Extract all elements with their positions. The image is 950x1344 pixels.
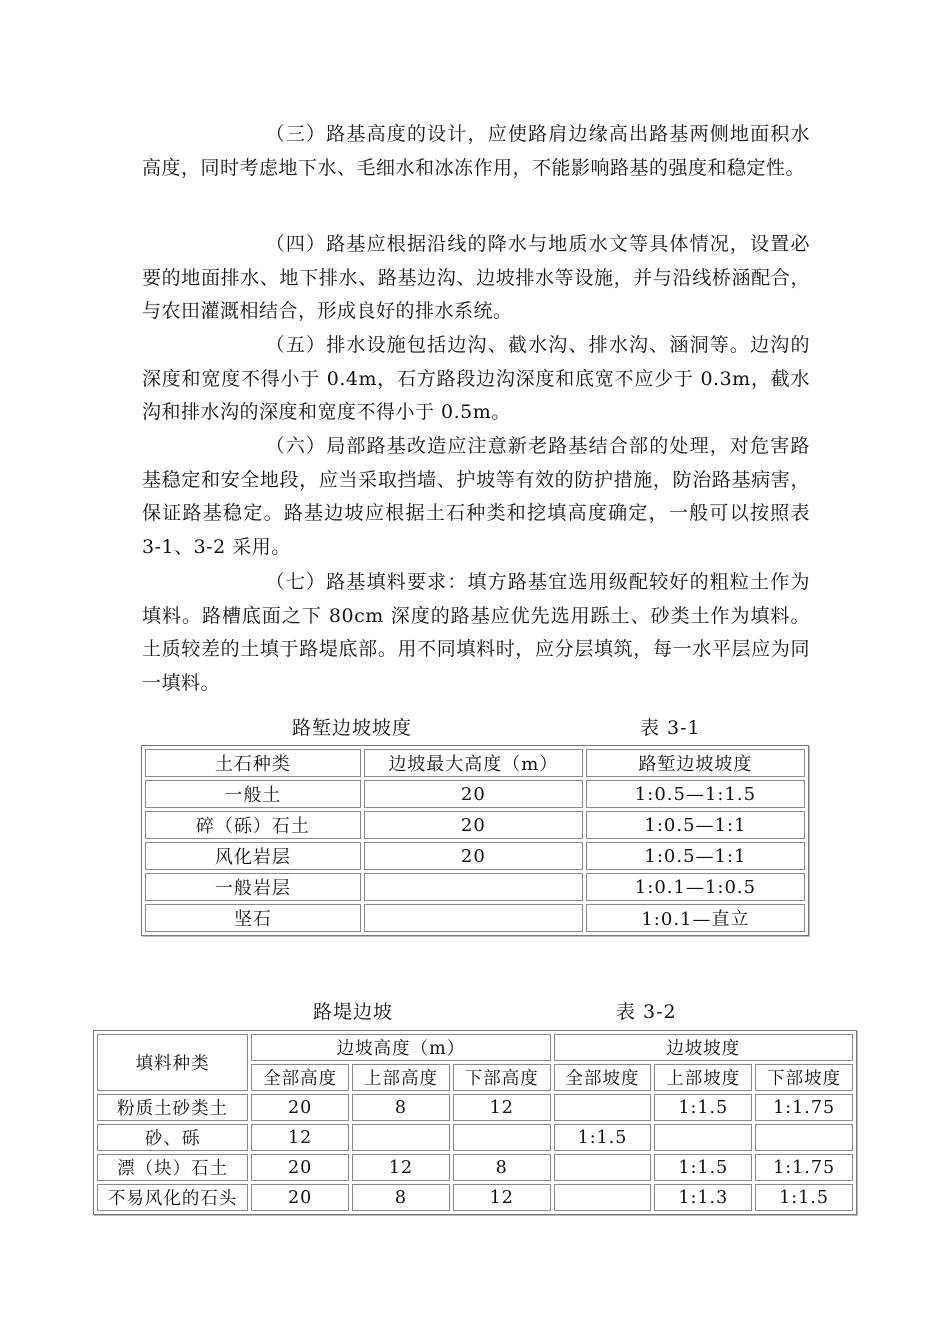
table-cell: 8 (352, 1094, 450, 1121)
table-cell: 砂、砾 (97, 1124, 248, 1151)
table-cell: 20 (251, 1184, 349, 1211)
header-cell: 土石种类 (145, 749, 361, 777)
table-header-row (145, 749, 805, 777)
table-row (97, 1184, 853, 1211)
table-cell (453, 1124, 551, 1151)
table-cell: 1:1.75 (755, 1154, 853, 1181)
subheader-cell: 下部高度 (453, 1064, 551, 1091)
table-cell (554, 1094, 652, 1121)
table-cell: 20 (364, 842, 583, 870)
paragraph-7: （七）路基填料要求：填方路基宜选用级配较好的粗粒土作为填料。路槽底面之下 80cm 深度的路基应优先选用跞土、砂类土作为填料。土质较差的土填于路堤底部。用不同填料时，应分层填筑，每一水平层应为同一填料。 (142, 571, 810, 694)
table-cell: 1:1.75 (755, 1094, 853, 1121)
table-cell: 12 (453, 1184, 551, 1211)
table-cell (654, 1124, 752, 1151)
header-cell: 填料种类 (97, 1034, 248, 1091)
table-cell: 8 (453, 1154, 551, 1181)
table-cell: 12 (352, 1154, 450, 1181)
paragraph-4: （四）路基应根据沿线的降水与地质水文等具体情况，设置必要的地面排水、地下排水、路基边沟、边坡排水等设施，并与沿线桥涵配合，与农田灌溉相结合，形成良好的排水系统。 (142, 233, 810, 322)
paragraph-5: （五）排水设施包括边沟、截水沟、排水沟、涵洞等。边沟的深度和宽度不得小于 0.4m，石方路段边沟深度和底宽不应少于 0.3m，截水沟和排水沟的深度和宽度不得小于 0.5m。 (142, 334, 810, 423)
cut-slope-table (141, 745, 809, 936)
table-cell: 粉质土砂类土 (97, 1094, 248, 1121)
table-cell: 1:1.5 (554, 1124, 652, 1151)
table-cell: 20 (364, 780, 583, 808)
header-cell: 路堑边坡坡度 (586, 749, 805, 777)
table-cell: 1:1.3 (654, 1184, 752, 1211)
header-cell: 边坡最大高度（m） (364, 749, 583, 777)
table-cell (554, 1154, 652, 1181)
table-cell: 12 (453, 1094, 551, 1121)
header-cell: 边坡坡度 (554, 1034, 853, 1061)
table-cell: 不易风化的石头 (97, 1184, 248, 1211)
table-cell: 12 (251, 1124, 349, 1151)
subheader-cell: 全部坡度 (554, 1064, 652, 1091)
table-row (97, 1154, 853, 1181)
table-cell: 碎（砾）石土 (145, 811, 361, 839)
table-cell: 1:1.5 (654, 1094, 752, 1121)
paragraph-3: （三）路基高度的设计，应使路肩边缘高出路基两侧地面积水高度，同时考虑地下水、毛细水和冰冻作用，不能影响路基的强度和稳定性。 (142, 123, 810, 179)
table-cell: 一般岩层 (145, 873, 361, 901)
table-cell (554, 1184, 652, 1211)
table2-number: 表 3-2 (616, 1001, 677, 1023)
table1-caption: 路堑边坡坡度 (292, 717, 413, 739)
table-cell: 20 (251, 1154, 349, 1181)
table-cell (352, 1124, 450, 1151)
embankment-slope-table (93, 1030, 857, 1215)
table-row (97, 1124, 853, 1151)
subheader-cell: 全部高度 (251, 1064, 349, 1091)
table-cell (364, 904, 583, 932)
table-cell: 1:1.5 (755, 1184, 853, 1211)
subheader-cell: 下部坡度 (755, 1064, 853, 1091)
table-cell: 1:0.5—1:1 (586, 842, 805, 870)
table1-number: 表 3-1 (640, 717, 701, 739)
table-cell: 8 (352, 1184, 450, 1211)
table-row (145, 842, 805, 870)
table-cell (755, 1124, 853, 1151)
table-row (145, 811, 805, 839)
table-cell: 坚石 (145, 904, 361, 932)
table-cell: 1:1.5 (654, 1154, 752, 1181)
table-cell: 1:0.5—1:1 (586, 811, 805, 839)
table2-caption: 路堤边坡 (313, 1001, 394, 1023)
table-header-row (97, 1034, 853, 1061)
table-cell: 20 (364, 811, 583, 839)
table-cell: 20 (251, 1094, 349, 1121)
table-cell: 风化岩层 (145, 842, 361, 870)
table-cell: 1:0.1—1:0.5 (586, 873, 805, 901)
subheader-cell: 上部高度 (352, 1064, 450, 1091)
subheader-cell: 上部坡度 (654, 1064, 752, 1091)
table-cell: 1:0.1—直立 (586, 904, 805, 932)
table-cell (364, 873, 583, 901)
table-cell: 漂（块）石土 (97, 1154, 248, 1181)
header-cell: 边坡高度（m） (251, 1034, 550, 1061)
table-row (145, 904, 805, 932)
table-cell: 1:0.5—1:1.5 (586, 780, 805, 808)
paragraph-6: （六）局部路基改造应注意新老路基结合部的处理，对危害路基稳定和安全地段，应当采取挡墙、护坡等有效的防护措施，防治路基病害，保证路基稳定。路基边坡应根据土石种类和挖填高度确定，一般可以按照表 3-1、3-2 采用。 (142, 435, 810, 558)
table-cell: 一般土 (145, 780, 361, 808)
table-row (145, 873, 805, 901)
table-row (97, 1094, 853, 1121)
table-row (145, 780, 805, 808)
